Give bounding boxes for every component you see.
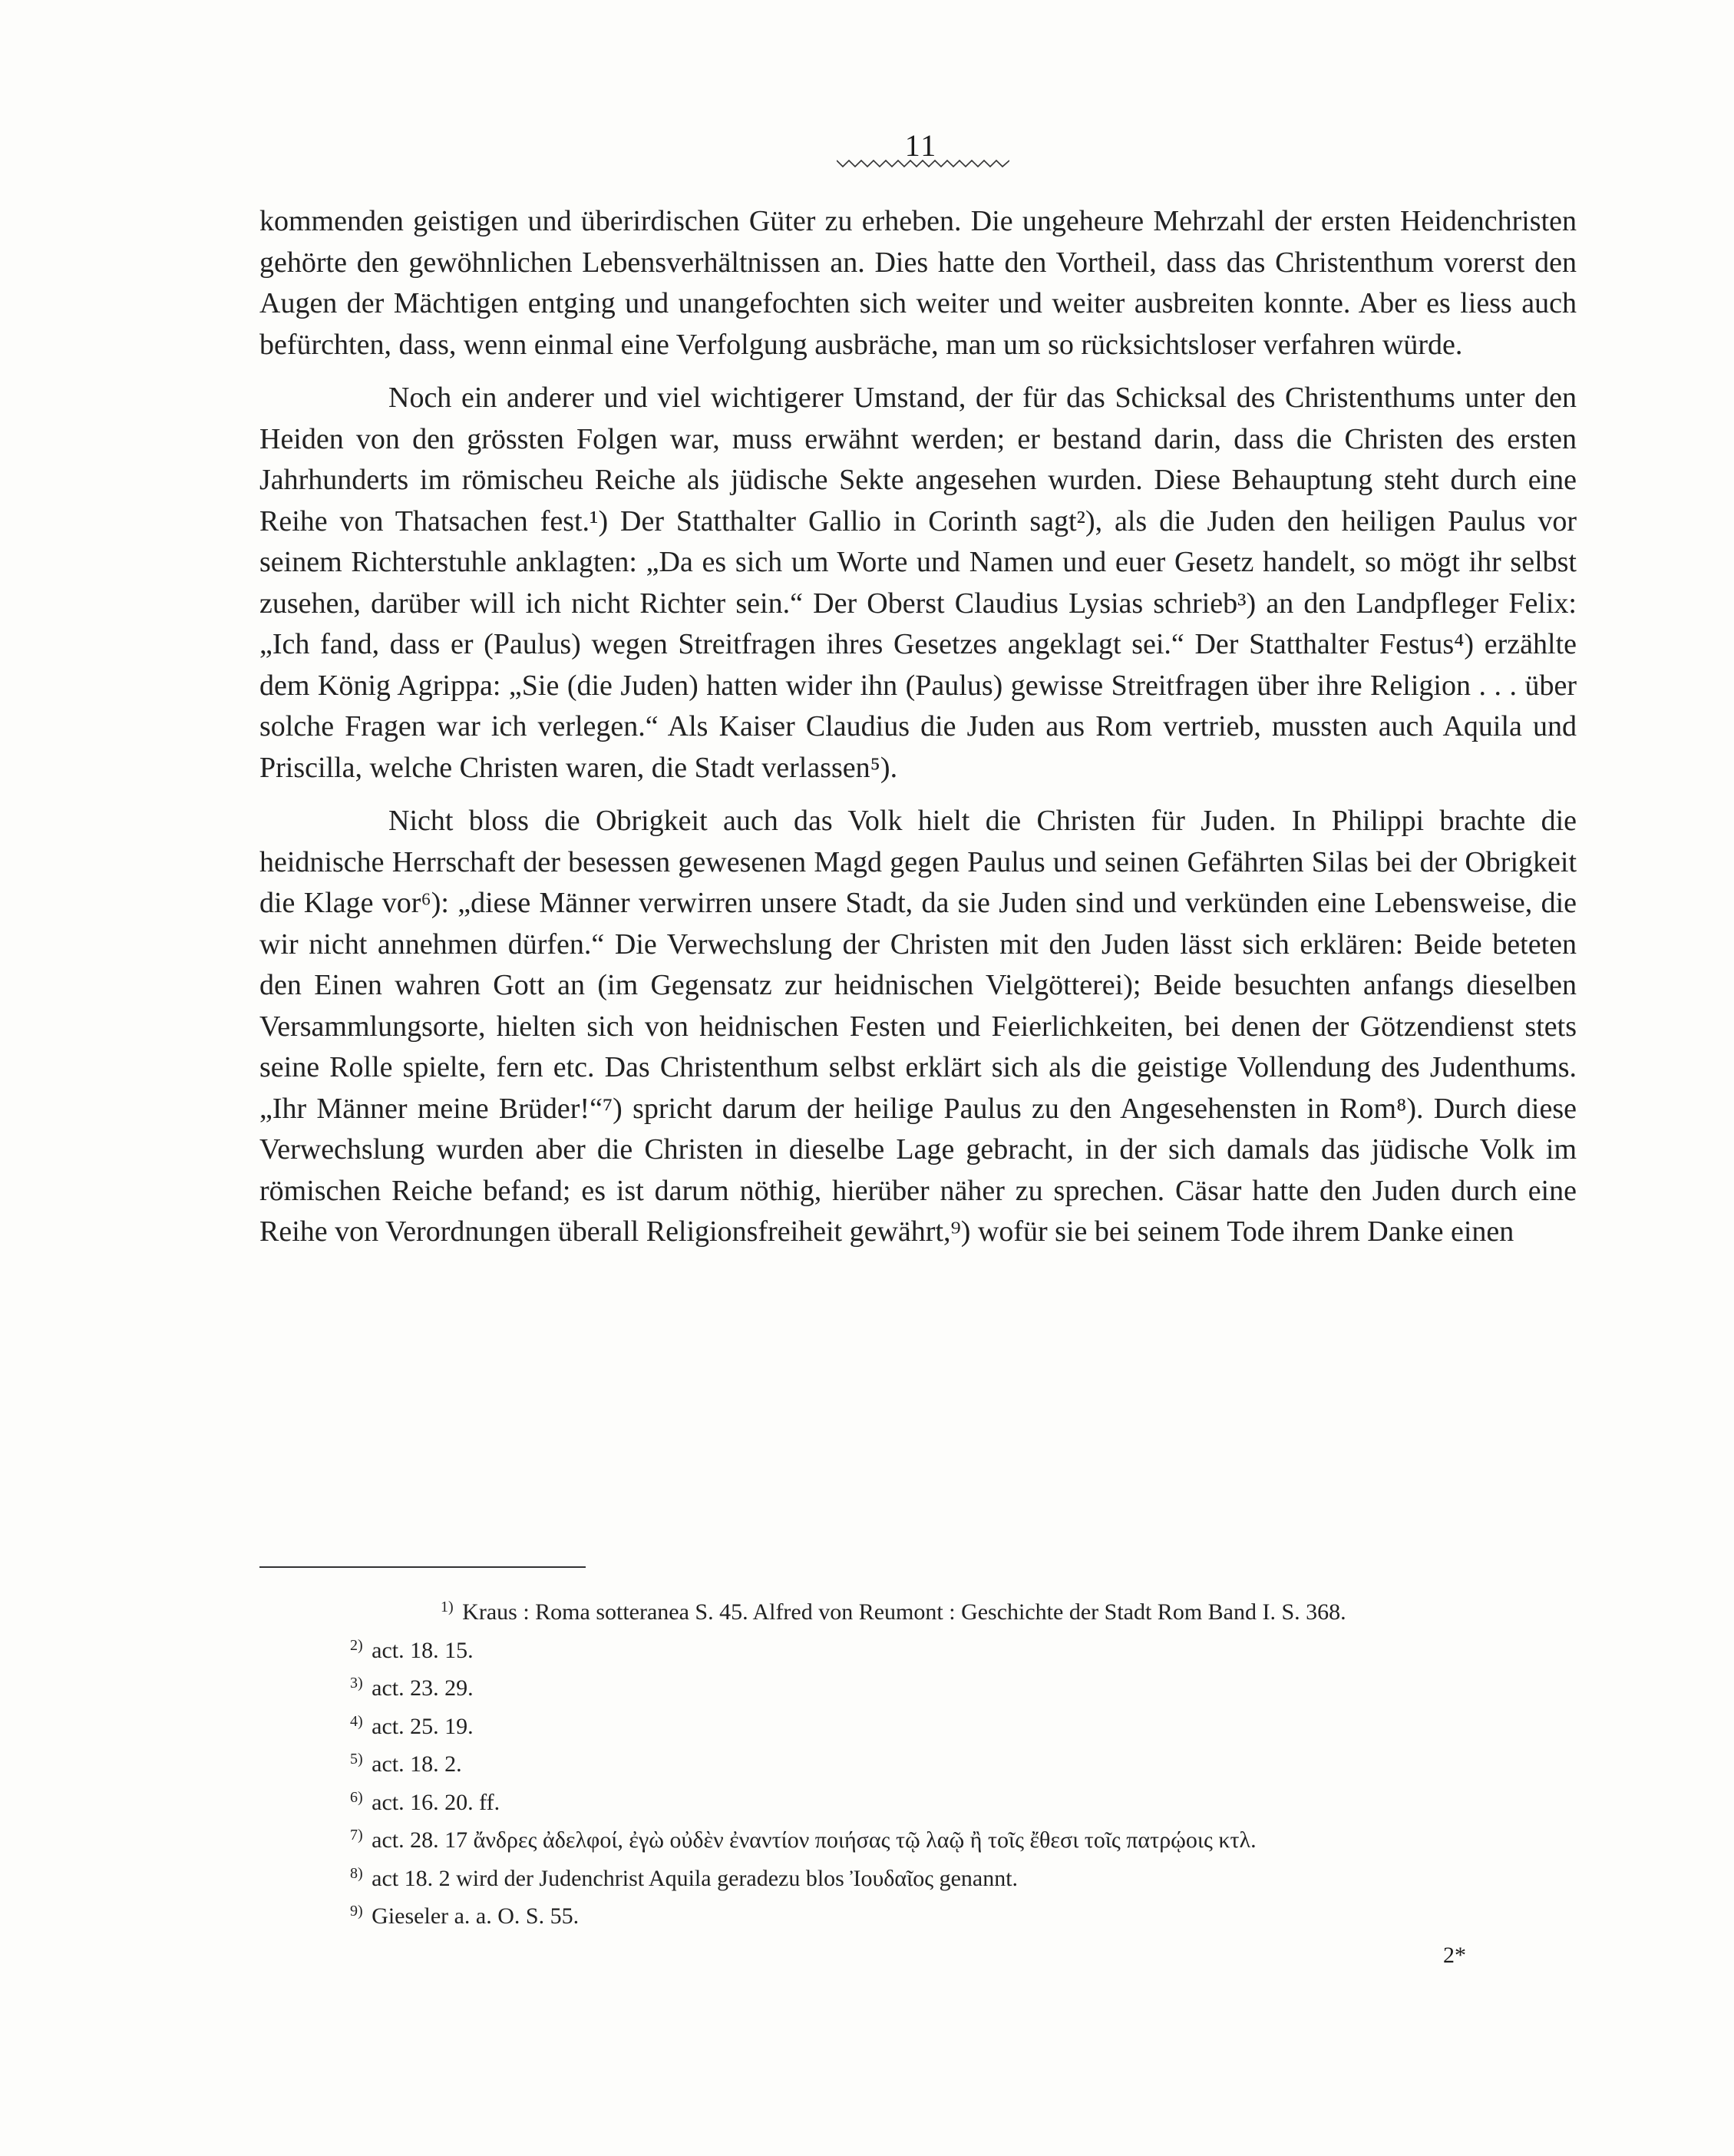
footnotes (259, 1591, 1577, 1933)
footnote-7 (259, 1819, 1577, 1857)
footnote-3 (259, 1667, 1577, 1705)
footnote-text: act 18. 2 wird der Judenchrist Aquila geradezu blos Ἰουδαῖος genannt. (372, 1865, 1019, 1891)
body-text (259, 201, 1577, 1253)
footnote-text: act. 23. 29. (372, 1675, 474, 1701)
paragraph-1: kommenden geistigen und überirdischen Güter zu erheben. Die ungeheure Mehrzahl der ersten Heidenchristen gehörte den gewöhnlichen Lebensverhältnissen an. Dies hatte den Vortheil, dass das Christenthum vorerst den Augen der Mächtigen entging und unangefochten sich weiter und weiter ausbreiten konnte. Aber es liess auch befürchten, dass, wenn einmal eine Verfolgung ausbräche, man um so rücksichtsloser verfahren würde. (259, 205, 1577, 361)
footnote-number: 1) (441, 1599, 454, 1615)
footnote-4 (259, 1705, 1577, 1744)
signature-mark: 2* (1443, 1943, 1466, 1968)
footnote-2 (259, 1629, 1577, 1668)
footnote-number: 5) (350, 1751, 363, 1767)
footnote-number: 2) (350, 1636, 363, 1654)
footnote-6 (259, 1781, 1577, 1820)
paragraph-3: Nicht bloss die Obrigkeit auch das Volk hielt die Christen für Juden. In Philippi brachte die heidnische Herrschaft der besessen gewesenen Magd gegen Paulus und seinen Gefährten Silas bei der Obrigkeit die Klage vor⁶): „diese Männer verwirren unsere Stadt, da sie Juden sind und verkünden eine Lebensweise, die wir nicht annehmen dürfen.“ Die Verwechslung der Christen mit den Juden lässt sich erklären: Beide beteten den Einen wahren Gott an (im Gegensatz zur heidnischen Vielgötterei); Beide besuchten anfangs dieselben Versammlungsorte, hielten sich von heidnischen Festen und Feierlichkeiten, bei denen der Götzendienst stets seine Rolle spielte, fern etc. Das Christenthum selbst erklärt sich als die geistige Vollendung des Judenthums. „Ihr Männer meine Brüder!“⁷) spricht darum der heilige Paulus zu den Angesehensten in Rom⁸). Durch diese Verwechslung wurden aber die Christen in dieselbe Lage gebracht, in der sich damals das jüdische Volk im römischen Reiche befand; es ist darum nöthig, hierüber näher zu sprechen. Cäsar hatte den Juden durch eine Reihe von Verordnungen überall Religionsfreiheit gewährt,⁹) wofür sie bei seinem Tode ihrem Danke einen (259, 805, 1577, 1248)
ornament-rule (837, 157, 1009, 168)
footnote-text: act. 25. 19. (372, 1713, 474, 1739)
footnote-8 (259, 1857, 1577, 1896)
footnote-text: act. 28. 17 ἄνδρες ἀδελφοί, ἐγὼ οὐδὲν ἐναντίον ποιήσας τῷ λαῷ ἢ τοῖς ἔθεσι τοῖς πατρῴοις κτλ. (372, 1827, 1257, 1853)
footnote-1 (259, 1591, 1577, 1629)
footnote-text: act. 16. 20. ff. (372, 1789, 500, 1815)
footnote-number: 7) (350, 1827, 363, 1844)
page-number: 11 (904, 128, 938, 163)
footnote-9 (259, 1895, 1577, 1933)
footnote-number: 6) (350, 1788, 363, 1806)
footnote-number: 3) (350, 1675, 363, 1691)
paragraph-2: Noch ein anderer und viel wichtigerer Umstand, der für das Schicksal des Christenthums unter den Heiden von den grössten Folgen war, muss erwähnt werden; er bestand darin, dass die Christen des ersten Jahrhunderts im römischeu Reiche als jüdische Sekte angesehen wurden. Diese Behauptung steht durch eine Reihe von Thatsachen fest.¹) Der Statthalter Gallio in Corinth sagt²), als die Juden den heiligen Paulus vor seinem Richterstuhle anklagten: „Da es sich um Worte und Namen und euer Gesetz handelt, so mögt ihr selbst zusehen, darüber will ich nicht Richter sein.“ Der Oberst Claudius Lysias schrieb³) an den Landpfleger Felix: „Ich fand, dass er (Paulus) wegen Streitfragen ihres Gesetzes angeklagt sei.“ Der Statthalter Festus⁴) erzählte dem König Agrippa: „Sie (die Juden) hatten wider ihn (Paulus) gewisse Streitfragen über ihre Religion . . . über solche Fragen war ich verlegen.“ Als Kaiser Claudius die Juden aus Rom vertrieb, mussten auch Aquila und Priscilla, welche Christen waren, die Stadt verlassen⁵). (259, 382, 1577, 784)
footnote-separator (259, 1566, 586, 1568)
footnote-number: 4) (350, 1712, 363, 1730)
footnote-text: Gieseler a. a. O. S. 55. (372, 1903, 580, 1929)
footnote-number: 9) (350, 1903, 363, 1920)
footnote-text: act. 18. 2. (372, 1751, 462, 1777)
footnote-text: Kraus : Roma sotteranea S. 45. Alfred von Reumont : Geschichte der Stadt Rom Band I. S. 368. (462, 1599, 1346, 1625)
footnote-5 (259, 1743, 1577, 1781)
footnote-text: act. 18. 15. (372, 1637, 474, 1663)
footnote-number: 8) (350, 1864, 363, 1882)
